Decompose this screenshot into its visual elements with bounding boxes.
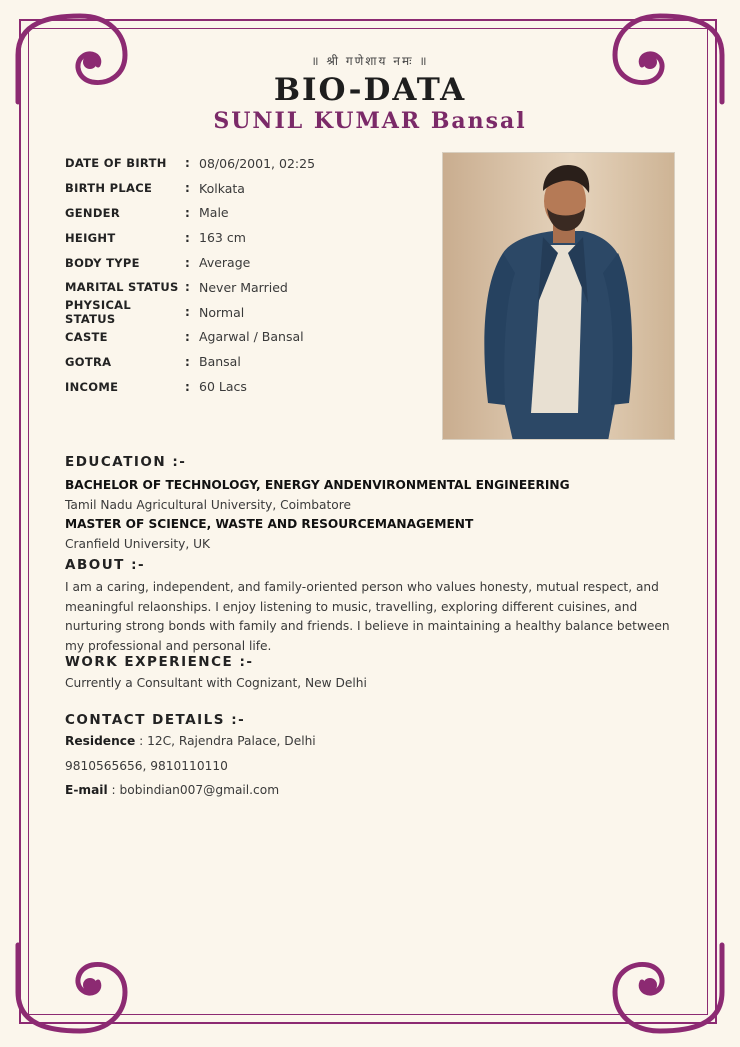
email-value: : bobindian007@gmail.com xyxy=(107,783,280,797)
work-heading: WORK EXPERIENCE :- xyxy=(65,654,254,670)
detail-value: Normal xyxy=(199,304,245,320)
detail-label: HEIGHT xyxy=(65,230,116,245)
email-label: E-mail xyxy=(65,783,108,797)
detail-separator: : xyxy=(185,156,190,171)
detail-label: GENDER xyxy=(65,205,120,220)
detail-label: INCOME xyxy=(65,379,119,394)
detail-label: BIRTH PLACE xyxy=(65,181,153,196)
detail-row xyxy=(65,300,435,325)
contact-section xyxy=(65,712,675,797)
detail-value: 163 cm xyxy=(199,230,246,246)
about-text: I am a caring, independent, and family-oriented person who values honesty, mutual respect, and meaningful relaonships. I enjoy listening to music, travelling, exploring different cuisines, and nurturing strong bonds with family and friends. I believe in maintaining a healthy balance between my professional and personal life. xyxy=(65,580,670,654)
detail-separator: : xyxy=(185,255,190,270)
detail-value: Male xyxy=(199,205,229,221)
page-title: BIO-DATA xyxy=(273,72,467,108)
detail-separator: : xyxy=(185,305,190,320)
personal-details xyxy=(65,151,435,399)
detail-separator: : xyxy=(185,280,190,295)
detail-separator: : xyxy=(185,379,190,394)
detail-value: 60 Lacs xyxy=(199,379,247,395)
detail-separator: : xyxy=(185,329,190,344)
detail-value: Bansal xyxy=(199,354,241,370)
residence-line xyxy=(65,734,675,759)
institution-name: Cranfield University, UK xyxy=(65,537,211,551)
mantra-text: ॥ श्री गणेशाय नमः ॥ xyxy=(311,54,429,68)
detail-label: MARITAL STATUS xyxy=(65,280,179,295)
detail-label: GOTRA xyxy=(65,354,112,369)
degree-title: MASTER OF SCIENCE, WASTE AND RESOURCEMANAGEMENT xyxy=(65,517,474,531)
swirl-ornament-icon xyxy=(10,937,130,1037)
profile-photo xyxy=(442,152,675,440)
degree-title: BACHELOR OF TECHNOLOGY, ENERGY ANDENVIRONMENTAL ENGINEERING xyxy=(65,478,570,492)
detail-row xyxy=(65,225,435,250)
detail-label: BODY TYPE xyxy=(65,255,140,270)
detail-label: CASTE xyxy=(65,329,108,344)
detail-row xyxy=(65,374,435,399)
detail-value: Agarwal / Bansal xyxy=(199,329,304,345)
detail-row xyxy=(65,176,435,201)
detail-row xyxy=(65,201,435,226)
detail-separator: : xyxy=(185,181,190,196)
residence-label: Residence xyxy=(65,734,136,748)
detail-value: Kolkata xyxy=(199,180,245,196)
detail-value: Never Married xyxy=(199,279,288,295)
email-line xyxy=(65,783,675,797)
work-text: Currently a Consultant with Cognizant, New Delhi xyxy=(65,676,367,690)
detail-value: 08/06/2001, 02:25 xyxy=(199,155,316,171)
detail-row xyxy=(65,250,435,275)
detail-row xyxy=(65,349,435,374)
detail-label: PHYSICAL STATUS xyxy=(65,298,132,327)
detail-label: DATE OF BIRTH xyxy=(65,156,167,171)
person-name: SUNIL KUMAR Bansal xyxy=(213,108,527,134)
education-section xyxy=(65,454,675,551)
detail-separator: : xyxy=(185,230,190,245)
about-section xyxy=(65,557,675,657)
education-heading: EDUCATION :- xyxy=(65,454,187,470)
institution-name: Tamil Nadu Agricultural University, Coimbatore xyxy=(65,498,351,512)
contact-heading: CONTACT DETAILS :- xyxy=(65,712,246,728)
detail-row xyxy=(65,151,435,176)
detail-separator: : xyxy=(185,205,190,220)
residence-value: : 12C, Rajendra Palace, Delhi xyxy=(135,734,316,748)
phone-numbers: 9810565656, 9810110110 xyxy=(65,758,228,773)
detail-row xyxy=(65,325,435,350)
swirl-ornament-icon xyxy=(610,937,730,1037)
work-section xyxy=(65,654,675,690)
about-heading: ABOUT :- xyxy=(65,557,146,573)
detail-value: Average xyxy=(199,255,251,271)
detail-separator: : xyxy=(185,354,190,369)
detail-row xyxy=(65,275,435,300)
